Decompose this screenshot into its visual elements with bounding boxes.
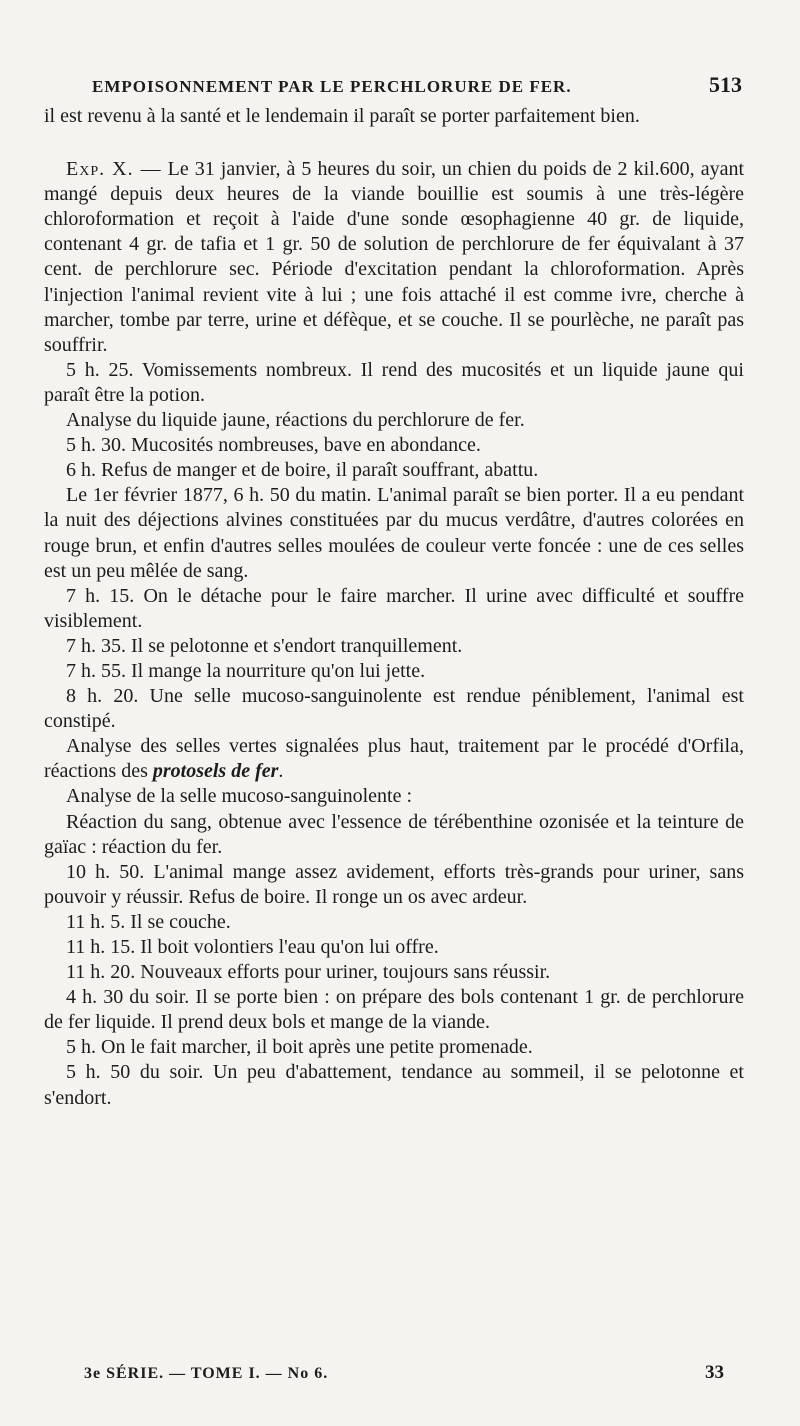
paragraph: 10 h. 50. L'animal mange assez avidement, efforts très-grands pour uriner, sans pouvoir y réussir. Refus de boire. Il ronge un os avec ardeur. xyxy=(44,860,744,908)
analysis-text: Analyse des selles vertes signalées plus haut, traitement par le procédé d'Orfila, réactions des xyxy=(44,735,744,783)
paragraph: 11 h. 20. Nouveaux efforts pour uriner, toujours sans réussir. xyxy=(66,961,551,984)
experiment-paragraph xyxy=(44,157,744,358)
paragraph: 11 h. 15. Il boit volontiers l'eau qu'on lui offre. xyxy=(66,936,439,958)
paragraph: 6 h. Refus de manger et de boire, il paraît souffrant, abattu. xyxy=(66,459,539,482)
paragraph: 8 h. 20. Une selle mucoso-sanguinolente est rendue péniblement, l'animal est constipé. xyxy=(44,685,744,733)
italic-term: protosels de fer xyxy=(152,760,279,783)
page-number: 513 xyxy=(709,72,742,97)
analysis-tail: . xyxy=(278,760,284,783)
body-text xyxy=(44,104,744,1111)
paragraph: 5 h. 30. Mucosités nombreuses, bave en abondance. xyxy=(66,434,481,457)
experiment-label: Exp. X. — xyxy=(66,158,162,181)
paragraph: 4 h. 30 du soir. Il se porte bien : on prépare des bols contenant 1 gr. de perchlorure de fer liquide. Il prend deux bols et mange de la viande. xyxy=(44,986,744,1034)
paragraph: Analyse de la selle mucoso-sanguinolente : xyxy=(66,785,413,808)
paragraph: 7 h. 35. Il se pelotonne et s'endort tranquillement. xyxy=(66,634,463,657)
experiment-text: Le 31 janvier, à 5 heures du soir, un chien du poids de 2 kil.600, ayant mangé depuis deux heures de la viande bouillie est soumis à une très-légère chloroformation et reçoit à l'aide d'une sonde œsophagienne 40 gr. de liquide, contenant 4 gr. de tafia et 1 gr. 50 de solution de perchlorure de fer équivalant à 37 cent. de perchlorure sec. Période d'excitation pendant la chloroformation. Après l'injection l'animal revient vite à lui ; une fois attaché il est comme ivre, cherche à marcher, tombe par terre, urine et défèque, et se couche. Il se pourlèche, ne paraît pas souffrir. xyxy=(44,158,745,356)
paragraph: 5 h. 50 du soir. Un peu d'abattement, tendance au sommeil, il se pelotonne et s'endort. xyxy=(44,1061,744,1109)
paragraph: 11 h. 5. Il se couche. xyxy=(66,910,231,933)
analysis-paragraph xyxy=(44,734,744,784)
running-title: EMPOISONNEMENT PAR LE PERCHLORURE DE FER. xyxy=(92,77,572,96)
page-footer xyxy=(84,1362,724,1384)
paragraph: Le 1er février 1877, 6 h. 50 du matin. L'animal paraît se bien porter. Il a eu pendant la nuit des déjections alvines constituées par du mucus verdâtre, d'autres colorées en rouge brun, et enfin d'autres selles moulées de couleur verte foncée : une de ces selles est un peu mêlée de sang. xyxy=(44,484,744,582)
paragraph: 5 h. On le fait marcher, il boit après une petite promenade. xyxy=(66,1036,533,1059)
paragraph: 7 h. 55. Il mange la nourriture qu'on lui jette. xyxy=(66,659,426,682)
running-header xyxy=(92,72,742,98)
series-info: 3e SÉRIE. — TOME I. — No 6. xyxy=(84,1365,329,1382)
paragraph: Réaction du sang, obtenue avec l'essence de térébenthine ozonisée et la teinture de gaïac : réaction du fer. xyxy=(44,810,744,858)
paragraph: Analyse du liquide jaune, réactions du perchlorure de fer. xyxy=(66,409,525,432)
paragraph: 7 h. 15. On le détache pour le faire marcher. Il urine avec difficulté et souffre visiblement. xyxy=(44,584,744,632)
paragraph: il est revenu à la santé et le lendemain il paraît se porter parfaitement bien. xyxy=(44,105,640,127)
signature-mark: 33 xyxy=(705,1362,724,1383)
paragraph: 5 h. 25. Vomissements nombreux. Il rend des mucosités et un liquide jaune qui paraît être la potion. xyxy=(44,358,744,406)
